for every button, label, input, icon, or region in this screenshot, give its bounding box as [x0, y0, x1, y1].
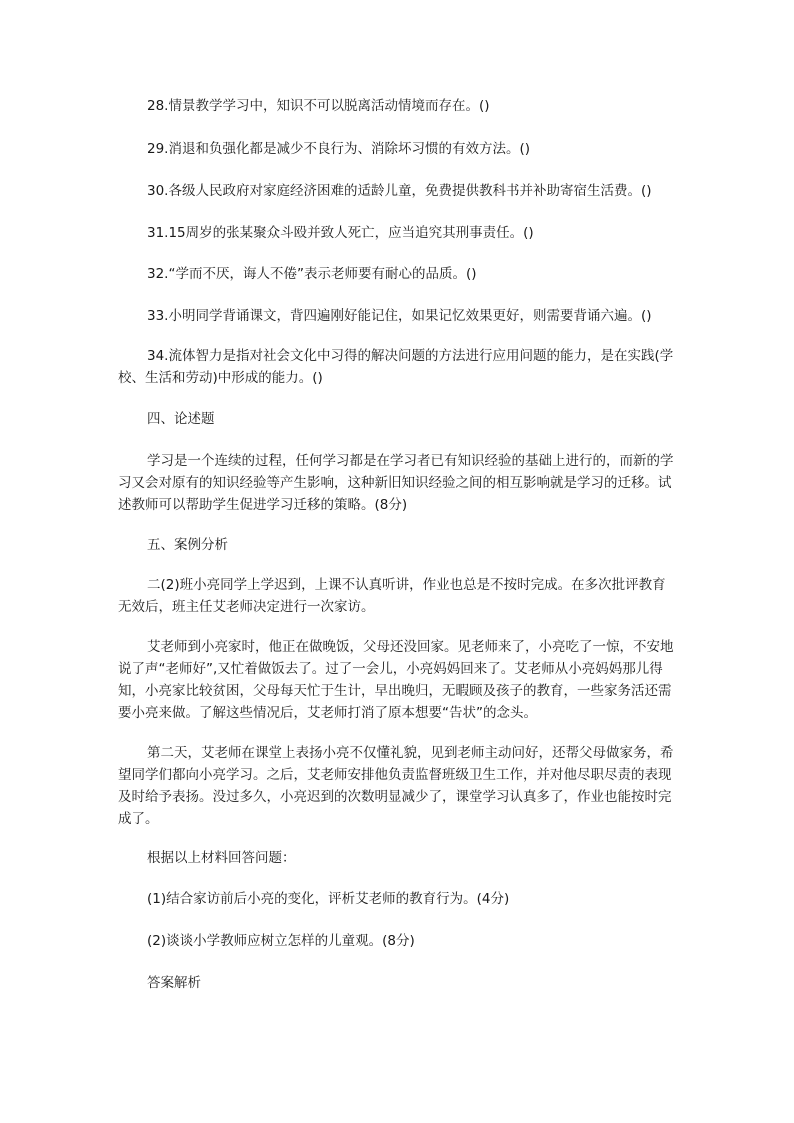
- case-paragraph-2: 艾老师到小亮家时，他正在做晚饭，父母还没回家。见老师来了，小亮吃了一惊，不安地说了声“老师好”,又忙着做饭去了。过了一会儿，小亮妈妈回来了。艾老师从小亮妈妈那儿得知，小亮家比较贫困，父母每天忙于生计，早出晚归，无暇顾及孩子的教育，一些家务活还需要小亮来做。了解这些情况后，艾老师打消了原本想要“告状”的念头。: [118, 639, 674, 721]
- answer-heading: 答案解析: [147, 975, 201, 991]
- question-31: 31.15周岁的张某聚众斗殴并致人死亡，应当追究其刑事责任。(): [147, 225, 534, 241]
- question-28: 28.情景教学学习中，知识不可以脱离活动情境而存在。(): [147, 98, 490, 114]
- section-5-heading: 五、案例分析: [147, 537, 228, 553]
- case-paragraph-3: 第二天，艾老师在课堂上表扬小亮不仅懂礼貌，见到老师主动问好，还帮父母做家务，希望同学们都向小亮学习。之后，艾老师安排他负责监督班级卫生工作，并对他尽职尽责的表现及时给予表扬。没过多久，小亮迟到的次数明显减少了，课堂学习认真多了，作业也能按时完成了。: [118, 745, 674, 827]
- section-4-heading: 四、论述题: [147, 411, 215, 427]
- question-32: 32.“学而不厌，诲人不倦”表示老师要有耐心的品质。(): [147, 266, 477, 282]
- question-30: 30.各级人民政府对家庭经济困难的适龄儿童，免费提供教科书并补助寄宿生活费。(): [147, 183, 652, 199]
- case-question-2: (2)谈谈小学教师应树立怎样的儿童观。(8分): [147, 933, 415, 949]
- question-33: 33.小明同学背诵课文，背四遍刚好能记住，如果记忆效果更好，则需要背诵六遍。(): [147, 308, 652, 324]
- section-4-body: 学习是一个连续的过程，任何学习都是在学习者已有知识经验的基础上进行的，而新的学习又会对原有的知识经验等产生影响，这种新旧知识经验之间的相互影响就是学习的迁移。试述教师可以帮助学生促进学习迁移的策略。(8分): [118, 453, 674, 513]
- case-prompt: 根据以上材料回答问题：: [147, 850, 296, 866]
- question-34: 34.流体智力是指对社会文化中习得的解决问题的方法进行应用问题的能力，是在实践(学校、生活和劳动)中形成的能力。(): [118, 348, 674, 386]
- question-29: 29.消退和负强化都是减少不良行为、消除坏习惯的有效方法。(): [147, 141, 531, 157]
- case-paragraph-1: 二(2)班小亮同学上学迟到，上课不认真听讲，作业也总是不按时完成。在多次批评教育无效后，班主任艾老师决定进行一次家访。: [118, 577, 666, 615]
- case-question-1: (1)结合家访前后小亮的变化，评析艾老师的教育行为。(4分): [147, 891, 510, 907]
